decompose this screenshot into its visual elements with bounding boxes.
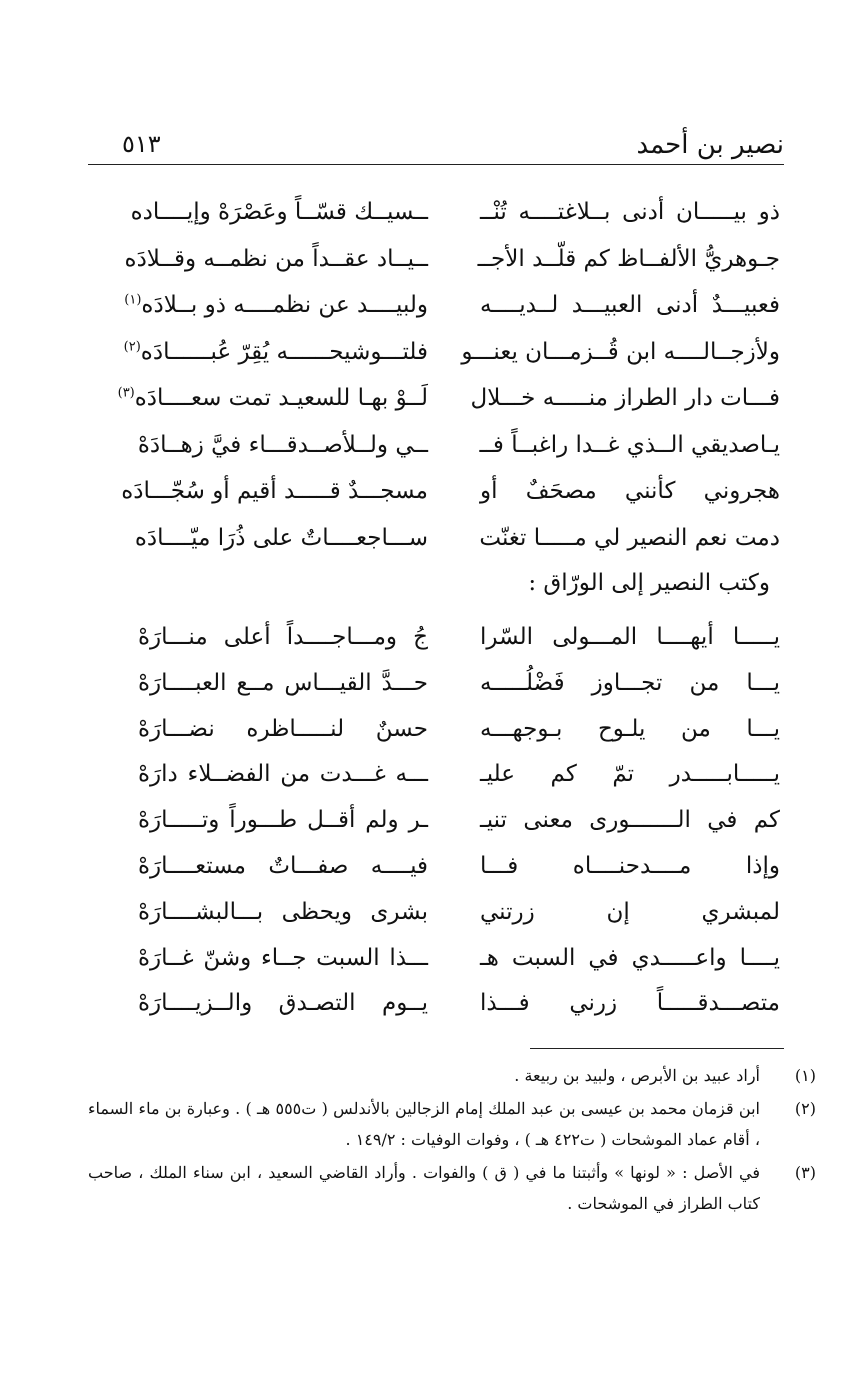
footnote-marker: (٢) [123, 338, 141, 354]
verse-second-hemistich [124, 285, 428, 325]
footnote [88, 1093, 816, 1155]
footnote-text: ابن قزمان محمد بن عيسى بن عبد الملك إمام الزجالين بالأندلس ( ت٥٥٥ هـ ) . وعبارة بن ماء السماء ، أقام عماد الموشحات ( ت٤٢٢ هـ ) ، وفوات الوفيات : ١٤٩/٢ . [88, 1099, 761, 1149]
verse-first-hemistich: يـــــا أيهــــا المـــولى السّرا [480, 624, 780, 650]
verse [90, 518, 790, 565]
verse-second-hemistich: يــوم التصـدق والــزيــــارَهْ [138, 990, 428, 1017]
footnote-number: (١) [794, 1066, 816, 1085]
page-number: ٥١٣ [122, 130, 161, 158]
footnotes [88, 1060, 816, 1221]
verse [90, 846, 790, 892]
verse [90, 285, 790, 332]
verse [90, 617, 790, 663]
verse-first-hemistich: متصـــدقـــــاً زرني فـــذا [480, 990, 780, 1017]
verse [90, 892, 790, 938]
poem-first [90, 192, 790, 564]
poem-second [90, 617, 790, 1029]
verse-second-hemistich: ســـاجعــــاتٌ على ذُرَا ميّــــادَه [134, 524, 428, 551]
verse-first-hemistich: يـــا من تجـــاوز فَضْلُـــــه [480, 669, 780, 696]
footnote [88, 1157, 816, 1219]
header-rule [88, 164, 784, 165]
verse-first-hemistich: كم في الـــــــورى معنى تنيـ [480, 807, 780, 834]
verse-second-hemistich: ــي ولــلأصــدقـــاء فيَّ زهــادَهْ [137, 431, 428, 458]
footnote-number: (٣) [794, 1163, 816, 1182]
verse-second-hemistich [117, 378, 428, 418]
verse [90, 983, 790, 1029]
verse [90, 709, 790, 755]
hemistich-text: لَــوْ بهـا للسعيـد تمت سعــــادَه [134, 385, 428, 411]
footnote-marker: (١) [124, 292, 142, 308]
running-title: نصير بن أحمد [636, 130, 784, 160]
verse [90, 192, 790, 239]
verse-first-hemistich: لمبشري إن زرتني [480, 898, 780, 925]
verse [90, 332, 790, 379]
footnote-rule [530, 1048, 784, 1049]
verse-first-hemistich: جـوهريُّ الألفــاظ كم قلّــد الأجــ [477, 245, 780, 272]
verse [90, 754, 790, 800]
verse-first-hemistich: ولأزجــالــــه ابن قُــزمـــان يعنـــو [461, 338, 780, 365]
verse [90, 378, 790, 425]
verse-first-hemistich: فعبيـــدٌ أدنى العبيـــد لــديــــه [480, 292, 780, 318]
footnote [88, 1060, 816, 1091]
verse-first-hemistich: يـاصديقي الــذي غــدا راغبــاً فــ [479, 431, 780, 458]
verse-second-hemistich: ــيــاد عقــداً من نظمــه وقــلادَه [124, 245, 428, 272]
verse-second-hemistich: ـر ولم أقــل طـــوراً وتـــــارَهْ [138, 807, 428, 834]
section-intro: وكتب النصير إلى الورّاق : [528, 570, 770, 596]
verse-second-hemistich: ـــذا السبت جــاء وشنّ غــارَهْ [138, 944, 428, 971]
verse [90, 663, 790, 709]
verse-first-hemistich: يـــــابـــــدر تمّ كم عليـ [480, 761, 780, 788]
verse-first-hemistich: دمت نعم النصير لي مـــــا تغنّت [479, 524, 780, 551]
verse [90, 938, 790, 984]
footnote-text: في الأصل : « لونها » وأثبتنا ما في ( ق ) والفوات . وأراد القاضي السعيد ، ابن سناء الملك ، صاحب كتاب الطراز في الموشحات . [88, 1163, 760, 1213]
footnote-text: أراد عبيد بن الأبرص ، ولبيد بن ربيعة . [514, 1066, 760, 1085]
verse-second-hemistich: مسجـــدٌ قـــــد أقيم أو سُجّـــادَه [121, 478, 428, 504]
verse-second-hemistich: بشرى ويحظى بـــالبشــــارَهْ [138, 898, 428, 925]
verse-first-hemistich: ذو بيـــــان أدنى بــلاغتــــه تُنْــ [480, 199, 780, 225]
verse-second-hemistich [123, 332, 428, 372]
hemistich-text: ولبيــــد عن نظمــــه ذو بــلادَه [141, 292, 428, 318]
verse-first-hemistich: يــــا واعـــــدي في السبت هـ [480, 944, 780, 971]
verse-first-hemistich: فـــات دار الطراز منـــــه خـــلال [470, 385, 780, 411]
page-header [88, 118, 784, 164]
verse-first-hemistich: هجروني كأنني مصحَفٌ أو [480, 478, 780, 504]
verse [90, 800, 790, 846]
verse [90, 471, 790, 518]
verse-first-hemistich: يـــا من يلـوح بـوجهـــه [480, 715, 780, 742]
verse-first-hemistich: وإذا مــــدحنــــاه فـــا [480, 852, 780, 879]
verse-second-hemistich: حـــدَّ القيـــاس مــع العبــــارَهْ [138, 669, 428, 696]
hemistich-text: فلتـــوشيحــــــه يُقِرّ عُبــــــادَه [140, 338, 428, 365]
footnote-number: (٢) [794, 1099, 816, 1118]
verse [90, 239, 790, 286]
verse-second-hemistich: ـــه غـــدت من الفضــلاء دارَهْ [138, 761, 428, 788]
verse-second-hemistich: حسنٌ لنـــــاظره نضـــارَهْ [138, 715, 428, 742]
verse [90, 425, 790, 472]
verse-second-hemistich: ــسيــك قسّــاً وعَصْرَهْ وإيــــاده [130, 199, 428, 225]
footnote-marker: (٣) [117, 385, 135, 401]
verse-second-hemistich: فيــــه صفـــاتٌ مستعــــارَهْ [138, 852, 428, 879]
verse-second-hemistich: جُ ومـــاجــــداً أعلى منـــارَهْ [138, 624, 428, 650]
